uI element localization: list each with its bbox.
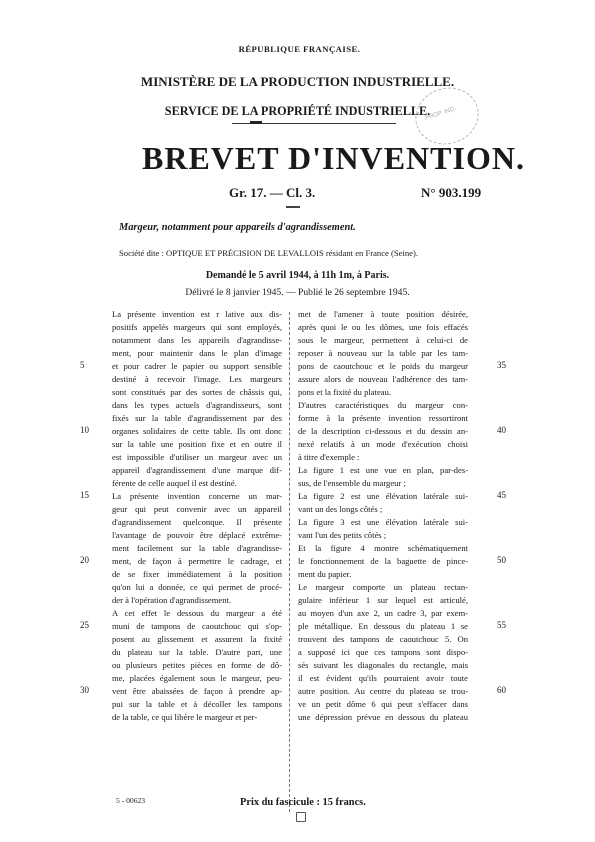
text-line: de se fixer immédiatement à la position [112, 569, 282, 579]
text-line: gulaire inférieur 1 sur lequel est articulé, [298, 595, 468, 605]
line-number: 20 [80, 555, 89, 565]
line-number: 60 [497, 685, 506, 695]
bottom-ornament [296, 812, 306, 822]
text-line: trouvent des tampons de caoutchouc 5. On [298, 634, 468, 644]
text-line: ment facilement sur la table d'agrandisse- [112, 543, 282, 553]
text-column-right [298, 308, 468, 724]
stamp-text: PROP. IND. [424, 106, 457, 122]
text-line: d'agrandissement quelconque. Il présente [112, 517, 282, 527]
text-line: A cet effet le dessous du margeur a été [112, 608, 282, 618]
text-line: à titre d'exemple : [298, 452, 360, 462]
text-line: La présente invention est r lative aux dis- [112, 309, 282, 319]
classification-row [0, 185, 595, 205]
text-line: ple métallique. En dessous du plateau 1 se [298, 621, 468, 631]
line-number: 40 [497, 425, 506, 435]
text-line: vant un des longs côtés ; [298, 504, 383, 514]
text-line: fixés sur la table d'agrandissement par des [112, 413, 282, 423]
line-number: 35 [497, 360, 506, 370]
text-line: Le margeur comporte un plateau rectan- [298, 582, 468, 592]
text-line: au moyen d'un axe 2, un cadre 3, par exem- [298, 608, 468, 618]
text-line: ou plusieurs petites pièces en forme de dô- [112, 660, 282, 670]
text-line: a supposé ici que ces tampons sont dispo- [298, 647, 468, 657]
text-line: ve un petit dôme 6 qui peut s'effacer dans [298, 699, 468, 709]
text-line: La figure 2 est une élévation latérale sui- [298, 491, 468, 501]
text-line: ment, de façon à permettre le cadrage, et [112, 556, 282, 566]
text-line: férente de celle auquel il est destiné. [112, 478, 237, 488]
separator-ornament [286, 206, 300, 208]
text-line: autre position. Au centre du plateau se trou- [298, 686, 468, 696]
text-line: est impossible d'utiliser un margeur avec un [112, 452, 282, 462]
text-line: organes solidaires de cette table. Ils ont donc [112, 426, 282, 436]
filing-date: Demandé le 5 avril 1944, à 11h 1m, à Paris. [205, 270, 390, 281]
price-note: Prix du fascicule : 15 francs. [240, 797, 366, 808]
group-class: Gr. 17. — Cl. 3. [229, 185, 316, 200]
text-line: de la description ci-dessous et du dessin an- [298, 426, 468, 436]
text-line: et pour cadrer le papier ou support sensible [112, 361, 282, 371]
text-line: me, placées également sous le margeur, peu- [112, 673, 282, 683]
line-number: 45 [497, 490, 506, 500]
text-line: sous le margeur, permettent à celui-ci de [298, 335, 468, 345]
text-line: geur qui peut convenir avec un appareil [112, 504, 282, 514]
text-line: nexé relatifs à un mode d'exécution choisi [298, 439, 468, 449]
text-line: muni de tampons de caoutchouc qui s'op- [112, 621, 282, 631]
line-number: 5 [80, 360, 85, 370]
text-line: qu'on lui a donnée, ce qui permet de procé- [112, 582, 282, 592]
text-line: posent au glissement et assurent la fixité [112, 634, 282, 644]
text-line: de la table, ce qui libère le margeur et per- [112, 712, 258, 722]
ministry-heading: MINISTÈRE DE LA PRODUCTION INDUSTRIELLE. [140, 74, 455, 89]
text-line: sus, de l'ensemble du margeur ; [298, 478, 406, 488]
text-line: il est évident qu'ils pourraient avoir toute [298, 673, 468, 683]
text-line: La présente invention concerne un mar- [112, 491, 282, 501]
text-line: assure alors de nouveau l'adhérence des tam- [298, 374, 468, 384]
text-line: Et la figure 4 montre schématiquement [298, 543, 468, 553]
text-column-left [112, 308, 282, 724]
grant-publication-dates: Délivré le 8 janvier 1945. — Publié le 26 septembre 1945. [185, 287, 410, 298]
line-number: 55 [497, 620, 506, 630]
text-line: La figure 1 est une vue en plan, par-des- [298, 465, 468, 475]
text-line: pui sur la table et à décoller les tampons [112, 699, 282, 709]
text-line: du plateau sur la table. D'autre part, une [112, 647, 282, 657]
document-title: BREVET D'INVENTION. [142, 140, 525, 176]
line-number: 30 [80, 685, 89, 695]
text-line: destiné à recevoir l'image. Les margeurs [112, 374, 282, 384]
text-line: dans les types actuels d'agrandisseurs, sont [112, 400, 282, 410]
text-line: met de l'amener à toute position désirée, [298, 309, 468, 319]
patent-number: N° 903.199 [421, 185, 482, 200]
service-heading: SERVICE DE LA PROPRIÉTÉ INDUSTRIELLE. [164, 104, 431, 118]
text-line: le fonctionnement de la baguette de pince- [298, 556, 468, 566]
line-number: 50 [497, 555, 506, 565]
text-line: après quoi le ou les dômes, une fois effacés [298, 322, 468, 332]
line-number: 25 [80, 620, 89, 630]
text-line: der à l'opération d'agrandissement. [112, 595, 232, 605]
text-line: sont constitués par des sortes de châssis qui, [112, 387, 282, 397]
applicant: Société dite : OPTIQUE ET PRÉCISION DE LEVALLOIS résidant en France (Seine). [119, 248, 418, 258]
text-line: ment, pour maintenir dans le plan d'image [112, 348, 282, 358]
text-line: ment du papier. [298, 569, 352, 579]
text-line: sés suivant les diagonales du rectangle, mais [298, 660, 468, 670]
print-code: 5 - 00623 [116, 796, 146, 805]
text-line: vent être abaissées de façon à prendre ap- [112, 686, 282, 696]
text-line: positifs appelés margeurs qui sont employés, [112, 322, 282, 332]
text-line: notamment dans les appareils d'agrandisse- [112, 335, 282, 345]
header-ornament [250, 121, 262, 124]
text-line: reposer à nouveau sur la table par les tam- [298, 348, 468, 358]
line-number: 10 [80, 425, 89, 435]
text-line: La figure 3 est une élévation latérale sui- [298, 517, 468, 527]
text-line: pons de caoutchouc et le poids du margeur [298, 361, 468, 371]
line-number: 15 [80, 490, 89, 500]
text-line: pons et la fixité du plateau. [298, 387, 392, 397]
text-line: sur la table une position fixe et en outre il [112, 439, 282, 449]
patent-title: Margeur, notamment pour appareils d'agrandissement. [119, 222, 356, 233]
column-divider [289, 312, 290, 812]
republic-heading: RÉPUBLIQUE FRANÇAISE. [238, 44, 361, 54]
text-line: l'avantage de pouvoir être déplacé extrême- [112, 530, 282, 540]
text-line: D'autres caractéristiques du margeur con- [298, 400, 468, 410]
text-line: vant l'un des petits côtés ; [298, 530, 387, 540]
text-line: forme à la présente invention ressortiront [298, 413, 468, 423]
text-line: une dépression prévue en dessous du plateau [298, 712, 468, 722]
text-line: appareil d'agrandissement d'une marque dif- [112, 465, 282, 475]
